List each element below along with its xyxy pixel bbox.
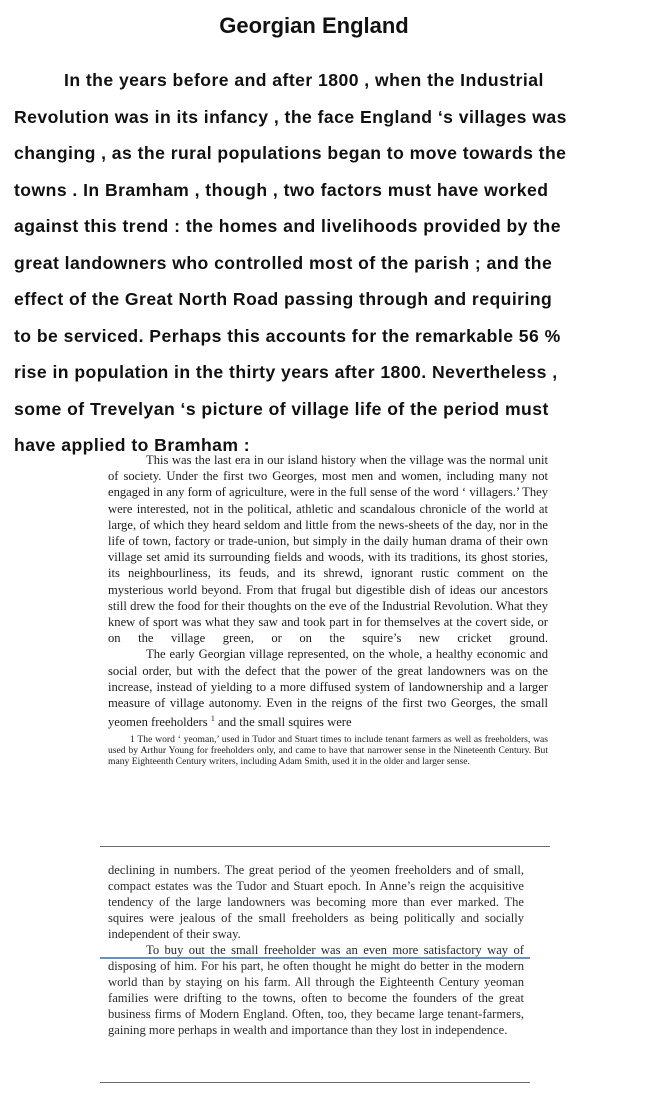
intro-paragraph — [14, 62, 638, 464]
intro-line: effect of the Great North Road passing through and requiring — [14, 289, 553, 309]
excerpt-text: and the small squires were — [217, 715, 352, 730]
footnote-marker: 1 — [210, 714, 215, 724]
footnote: 1 The word ‘ yeoman,’ used in Tudor and Stuart times to include tenant farmers as well as freeholders, was used by Arthur Young for freeholders only, and came to have that narrower sense in the Nineteenth Century. But many Eighteenth Century writers, including Adam Smith, used it in the older and larger sense. — [108, 733, 548, 768]
excerpt-paragraph: To buy out the small freeholder was an even more satisfactory way of disposing of him. For his part, he often thought he might do better in the modern world than by staying on his farm. All through the Eighteenth Century yeoman families were drifting to the towns, often to become the founders of the great business firms of Modern England. Often, too, they became large tenant-farmers, gaining more perhaps in wealth and importance than they lost in independence. — [108, 943, 524, 1037]
excerpt-text: The early Georgian village represented, on the whole, a healthy economic and social order, but with the defect that the power of the great landowners was on the increase, instead of yielding to a more diffused system of landownership and a larger measure of village autonomy. Even in the reigns of the first two Georges, the small yeomen freeholders — [108, 647, 548, 730]
scan-ink-line — [100, 957, 530, 959]
page-title: Georgian England — [219, 13, 409, 38]
intro-line: Revolution was in its infancy , the face England ‘s villages was — [14, 106, 567, 127]
intro-line: changing , as the rural populations began to move towards the — [14, 143, 567, 163]
intro-line: against this trend : the homes and livelihoods provided by the — [14, 216, 561, 236]
intro-line: In the years before and after 1800 , when the Industrial — [64, 70, 544, 90]
intro-line: have applied to Bramham : — [14, 435, 251, 455]
book-excerpt-page-2 — [108, 862, 524, 1038]
intro-line: to be serviced. Perhaps this accounts for the remarkable 56 % — [14, 325, 561, 346]
scan-edge-divider — [100, 1082, 530, 1083]
intro-line: great landowners who controlled most of the parish ; and the — [14, 252, 553, 273]
scan-edge-divider — [100, 846, 550, 847]
intro-line: towns . In Bramham , though , two factors must have worked — [14, 179, 549, 200]
intro-line: rise in population in the thirty years after 1800. Nevertheless , — [14, 362, 558, 382]
excerpt-paragraph: declining in numbers. The great period of the yeomen freeholders and of small, compact estates was the Tudor and Stuart epoch. In Anne’s reign the acquisitive tendency of the large landowners was becoming more than ever marked. The squires were jealous of the small freeholders as being politically and socially independent of their sway. — [108, 863, 524, 941]
excerpt-paragraph: This was the last era in our island history when the village was the normal unit of society. Under the first two Georges, most men and women, including many not engaged in any form of agriculture, were in the full sense of the word ‘ villagers.’ They were interested, not in the political, athletic and scandalous chronicle of the world at large, of which they heard seldom and little from the news-sheets of the day, nor in the life of town, factory or trade-union, but simply in the daily human drama of their own village set amid its surrounding fields and woods, with its traditions, its ghost stories, its neighbourliness, its feuds, and its shrewd, ignorant rustic comment on the mysterious world beyond. From that frugal but digestible dish of ideas our ancestors still drew the food for their thoughts on the eve of the Industrial Revolution. What they knew of sport was what they saw and took part in for themselves at the covert side, or on the village green, or on the squire’s new cricket ground. — [108, 453, 548, 646]
excerpt-paragraph — [108, 646, 548, 730]
intro-line: some of Trevelyan ‘s picture of village life of the period must — [14, 398, 549, 419]
book-excerpt-page-1 — [108, 452, 548, 767]
